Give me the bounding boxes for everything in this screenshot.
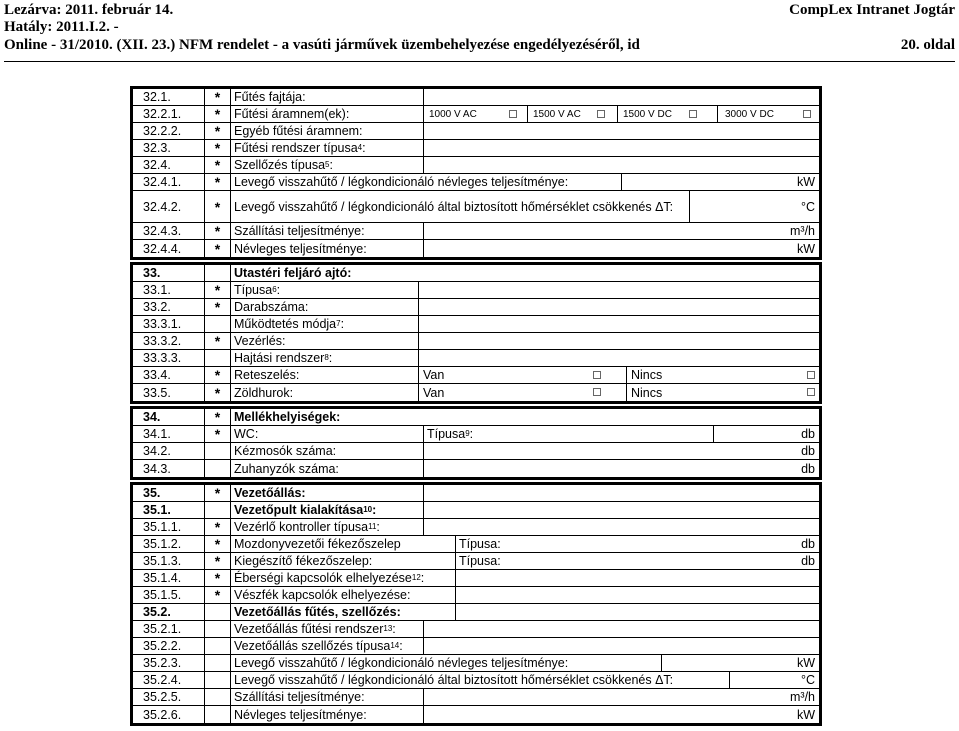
row-label: Fűtési rendszer típusa 4 : [234, 141, 366, 155]
divider [423, 621, 424, 637]
section-33 [130, 262, 822, 404]
row-number: 35.2.3. [133, 655, 205, 671]
required-mark [205, 638, 231, 654]
required-mark [205, 460, 231, 477]
row-33-2 [133, 299, 819, 316]
row-number: 35. [133, 485, 205, 501]
divider [455, 604, 456, 620]
row-35-1-4 [133, 570, 819, 587]
required-mark: * [205, 140, 231, 156]
row-32-2-2 [133, 123, 819, 140]
row-33-4 [133, 367, 819, 384]
required-mark: * [205, 240, 231, 257]
type-label: Típusa 9 : [427, 427, 474, 441]
row-label: Vezetőpult kialakítása 10 : [234, 503, 377, 517]
divider [418, 282, 419, 298]
row-number: 33.4. [133, 367, 205, 383]
divider [423, 502, 424, 518]
row-34-2 [133, 443, 819, 460]
row-label: Névleges teljesítménye: [234, 707, 367, 722]
required-mark: * [205, 299, 231, 315]
page-number: 20. oldal [900, 37, 955, 53]
option-1000v-ac: 1000 V AC [429, 108, 477, 120]
effective-date: Hatály: 2011.I.2. - [4, 19, 119, 35]
row-number: 32.3. [133, 140, 205, 156]
required-mark: * [205, 282, 231, 298]
row-35-1-1 [133, 519, 819, 536]
required-mark: * [205, 106, 231, 122]
option-nincs: Nincs [631, 385, 663, 400]
divider [455, 553, 456, 569]
document-title: Online - 31/2010. (XII. 23.) NFM rendelet - a vasúti járművek üzembehelyezése engedélyezéséről, id [4, 37, 640, 53]
divider [423, 89, 424, 105]
section-heading: Vezetőállás: [234, 486, 306, 500]
row-32-4-2 [133, 191, 819, 223]
row-label: Kézmosók száma: [234, 444, 337, 458]
row-label: Vészfék kapcsolók elhelyezése: [234, 588, 411, 602]
divider [418, 350, 419, 366]
divider [717, 106, 718, 122]
row-35-2-1 [133, 621, 819, 638]
row-label: Szállítási teljesítménye: [234, 690, 365, 704]
row-number: 35.2.4. [133, 672, 205, 688]
section-heading: Vezetőállás fűtés, szellőzés: [234, 605, 401, 619]
option-nincs: Nincs [631, 368, 663, 382]
required-mark [205, 350, 231, 366]
row-33-3-2 [133, 333, 819, 350]
row-number: 33.5. [133, 384, 205, 401]
row-label: Névleges teljesítménye: [234, 241, 367, 256]
row-number: 33. [133, 265, 205, 281]
divider [418, 316, 419, 332]
type-label: Típusa: [459, 554, 501, 568]
row-label: Vezetőállás szellőzés típusa 14 : [234, 639, 403, 653]
row-number: 32.2.1. [133, 106, 205, 122]
required-mark: * [205, 536, 231, 552]
section-32 [130, 86, 822, 260]
divider [423, 460, 424, 477]
unit-db: db [801, 461, 815, 476]
divider [423, 123, 424, 139]
row-number: 34.2. [133, 443, 205, 459]
required-mark [205, 265, 231, 281]
checkbox-1000v-ac[interactable] [509, 110, 517, 118]
row-number: 35.1. [133, 502, 205, 518]
required-mark: * [205, 174, 231, 190]
row-label: Hajtási rendszer 8 : [234, 351, 333, 365]
unit-m3h: m³/h [790, 690, 815, 704]
unit-kw: kW [796, 656, 815, 670]
row-label: Reteszelés: [234, 368, 300, 382]
unit-db: db [801, 554, 815, 568]
section-35 [130, 482, 822, 726]
required-mark: * [205, 367, 231, 383]
row-label: Vezérlő kontroller típusa 11 : [234, 520, 380, 534]
unit-kw: kW [796, 175, 815, 189]
row-35-1 [133, 502, 819, 519]
row-number: 35.2. [133, 604, 205, 620]
type-label: Típusa: [459, 537, 501, 551]
unit-kw: kW [796, 241, 815, 256]
required-mark: * [205, 409, 231, 425]
row-35 [133, 485, 819, 502]
divider [455, 570, 456, 586]
divider [423, 485, 424, 501]
section-heading: Mellékhelyiségek: [234, 410, 341, 424]
row-number: 33.1. [133, 282, 205, 298]
required-mark [205, 621, 231, 637]
divider [423, 140, 424, 156]
option-1500v-dc: 1500 V DC [623, 108, 672, 120]
row-label: Vezetőállás fűtési rendszer 13 : [234, 622, 396, 636]
publisher-name: CompLex Intranet Jogtár [789, 2, 955, 18]
row-33-5 [133, 384, 819, 401]
row-label: Szellőzés típusa 5 : [234, 158, 333, 172]
row-label: Működtetés módja 7 : [234, 317, 345, 331]
form-table [130, 86, 822, 728]
required-mark: * [205, 123, 231, 139]
row-number: 35.1.4. [133, 570, 205, 586]
required-mark [205, 689, 231, 705]
required-mark: * [205, 89, 231, 105]
required-mark [205, 672, 231, 688]
unit-db: db [801, 537, 815, 551]
row-number: 35.1.1. [133, 519, 205, 535]
required-mark [205, 502, 231, 518]
row-35-1-2 [133, 536, 819, 553]
divider [729, 672, 730, 688]
row-label: Fűtési áramnem(ek): [234, 107, 350, 121]
required-mark: * [205, 570, 231, 586]
divider [455, 536, 456, 552]
unit-db: db [801, 427, 815, 441]
row-number: 32.4.2. [133, 191, 205, 222]
row-32-3 [133, 140, 819, 157]
row-number: 32.2.2. [133, 123, 205, 139]
row-35-2 [133, 604, 819, 621]
row-number: 32.4.3. [133, 223, 205, 239]
required-mark [205, 706, 231, 723]
row-label: WC: [234, 427, 259, 441]
divider [423, 519, 424, 535]
checkbox-van[interactable] [593, 388, 601, 396]
option-1500v-ac: 1500 V AC [533, 108, 581, 120]
header-rule [4, 61, 955, 62]
row-number: 33.3.3. [133, 350, 205, 366]
unit-celsius: °C [800, 199, 815, 214]
row-34-1 [133, 426, 819, 443]
divider [617, 106, 618, 122]
section-34 [130, 406, 822, 480]
required-mark: * [205, 553, 231, 569]
row-label: Levegő visszahűtő / légkondicionáló névleges teljesítménye: [234, 175, 569, 189]
row-33 [133, 265, 819, 282]
checkbox-3000v-dc[interactable] [803, 110, 811, 118]
required-mark: * [205, 426, 231, 442]
divider [418, 333, 419, 349]
row-33-3-1 [133, 316, 819, 333]
divider [713, 426, 714, 442]
row-number: 34.3. [133, 460, 205, 477]
row-32-4 [133, 157, 819, 174]
row-34 [133, 409, 819, 426]
row-32-1 [133, 89, 819, 106]
divider [527, 106, 528, 122]
row-number: 35.2.5. [133, 689, 205, 705]
checkbox-1500v-ac[interactable] [597, 110, 605, 118]
required-mark [205, 316, 231, 332]
row-number: 35.2.1. [133, 621, 205, 637]
required-mark: * [205, 384, 231, 401]
option-3000v-dc: 3000 V DC [725, 108, 774, 120]
row-number: 35.1.5. [133, 587, 205, 603]
divider [418, 299, 419, 315]
row-label: Levegő visszahűtő / légkondicionáló által biztosított hőmérséklet csökkenés ΔT: [234, 199, 674, 214]
row-32-2-1 [133, 106, 819, 123]
row-number: 35.1.3. [133, 553, 205, 569]
row-label: Fűtés fajtája: [234, 90, 306, 104]
row-35-1-5 [133, 587, 819, 604]
required-mark: * [205, 485, 231, 501]
option-van: Van [423, 385, 445, 400]
divider [455, 587, 456, 603]
row-number: 32.4.1. [133, 174, 205, 190]
row-label: Mozdonyvezetői fékezőszelep [234, 537, 401, 551]
closed-date: Lezárva: 2011. február 14. [4, 2, 174, 18]
section-heading: Utastéri feljáró ajtó: [234, 266, 352, 280]
row-number: 33.3.2. [133, 333, 205, 349]
row-33-3-3 [133, 350, 819, 367]
row-label: Zöldhurok: [234, 385, 294, 400]
required-mark [205, 443, 231, 459]
divider [423, 157, 424, 173]
divider [423, 638, 424, 654]
row-label: Darabszáma: [234, 300, 309, 314]
unit-db: db [801, 444, 815, 458]
row-number: 34.1. [133, 426, 205, 442]
unit-m3h: m³/h [790, 224, 815, 238]
divider [423, 689, 424, 705]
required-mark: * [205, 587, 231, 603]
row-35-2-3 [133, 655, 819, 672]
row-32-4-4 [133, 240, 819, 257]
row-label: Kiegészítő fékezőszelep: [234, 554, 373, 568]
checkbox-nincs[interactable] [807, 388, 815, 396]
row-number: 35.2.6. [133, 706, 205, 723]
divider [423, 106, 424, 122]
row-label: Levegő visszahűtő / légkondicionáló által biztosított hőmérséklet csökkenés ΔT: [234, 673, 674, 687]
row-35-2-5 [133, 689, 819, 706]
required-mark [205, 655, 231, 671]
divider [423, 426, 424, 442]
row-label: Zuhanyzók száma: [234, 461, 339, 476]
row-label: Típusa 6 : [234, 283, 281, 297]
required-mark: * [205, 191, 231, 222]
row-35-2-2 [133, 638, 819, 655]
unit-kw: kW [796, 707, 815, 722]
row-label: Levegő visszahűtő / légkondicionáló névleges teljesítménye: [234, 656, 569, 670]
checkbox-van[interactable] [593, 371, 601, 379]
row-32-4-1 [133, 174, 819, 191]
unit-celsius: °C [800, 673, 815, 687]
row-number: 32.1. [133, 89, 205, 105]
row-number: 34. [133, 409, 205, 425]
row-label: Egyéb fűtési áramnem: [234, 124, 363, 138]
row-35-2-6 [133, 706, 819, 723]
required-mark [205, 604, 231, 620]
row-33-1 [133, 282, 819, 299]
divider [423, 240, 424, 257]
required-mark: * [205, 333, 231, 349]
divider [689, 191, 690, 222]
row-35-1-3 [133, 553, 819, 570]
row-32-4-3 [133, 223, 819, 240]
row-label: Éberségi kapcsolók elhelyezése 12 : [234, 571, 425, 585]
required-mark: * [205, 519, 231, 535]
row-number: 35.1.2. [133, 536, 205, 552]
divider [423, 443, 424, 459]
row-label: Vezérlés: [234, 334, 286, 348]
checkbox-1500v-dc[interactable] [689, 110, 697, 118]
divider [621, 174, 622, 190]
row-number: 33.2. [133, 299, 205, 315]
divider [423, 223, 424, 239]
checkbox-nincs[interactable] [807, 371, 815, 379]
option-van: Van [423, 368, 445, 382]
row-number: 32.4.4. [133, 240, 205, 257]
required-mark: * [205, 223, 231, 239]
row-34-3 [133, 460, 819, 477]
row-number: 35.2.2. [133, 638, 205, 654]
divider [661, 655, 662, 671]
row-number: 33.3.1. [133, 316, 205, 332]
required-mark: * [205, 157, 231, 173]
row-number: 32.4. [133, 157, 205, 173]
row-label: Szállítási teljesítménye: [234, 224, 365, 238]
divider [423, 706, 424, 723]
row-35-2-4 [133, 672, 819, 689]
